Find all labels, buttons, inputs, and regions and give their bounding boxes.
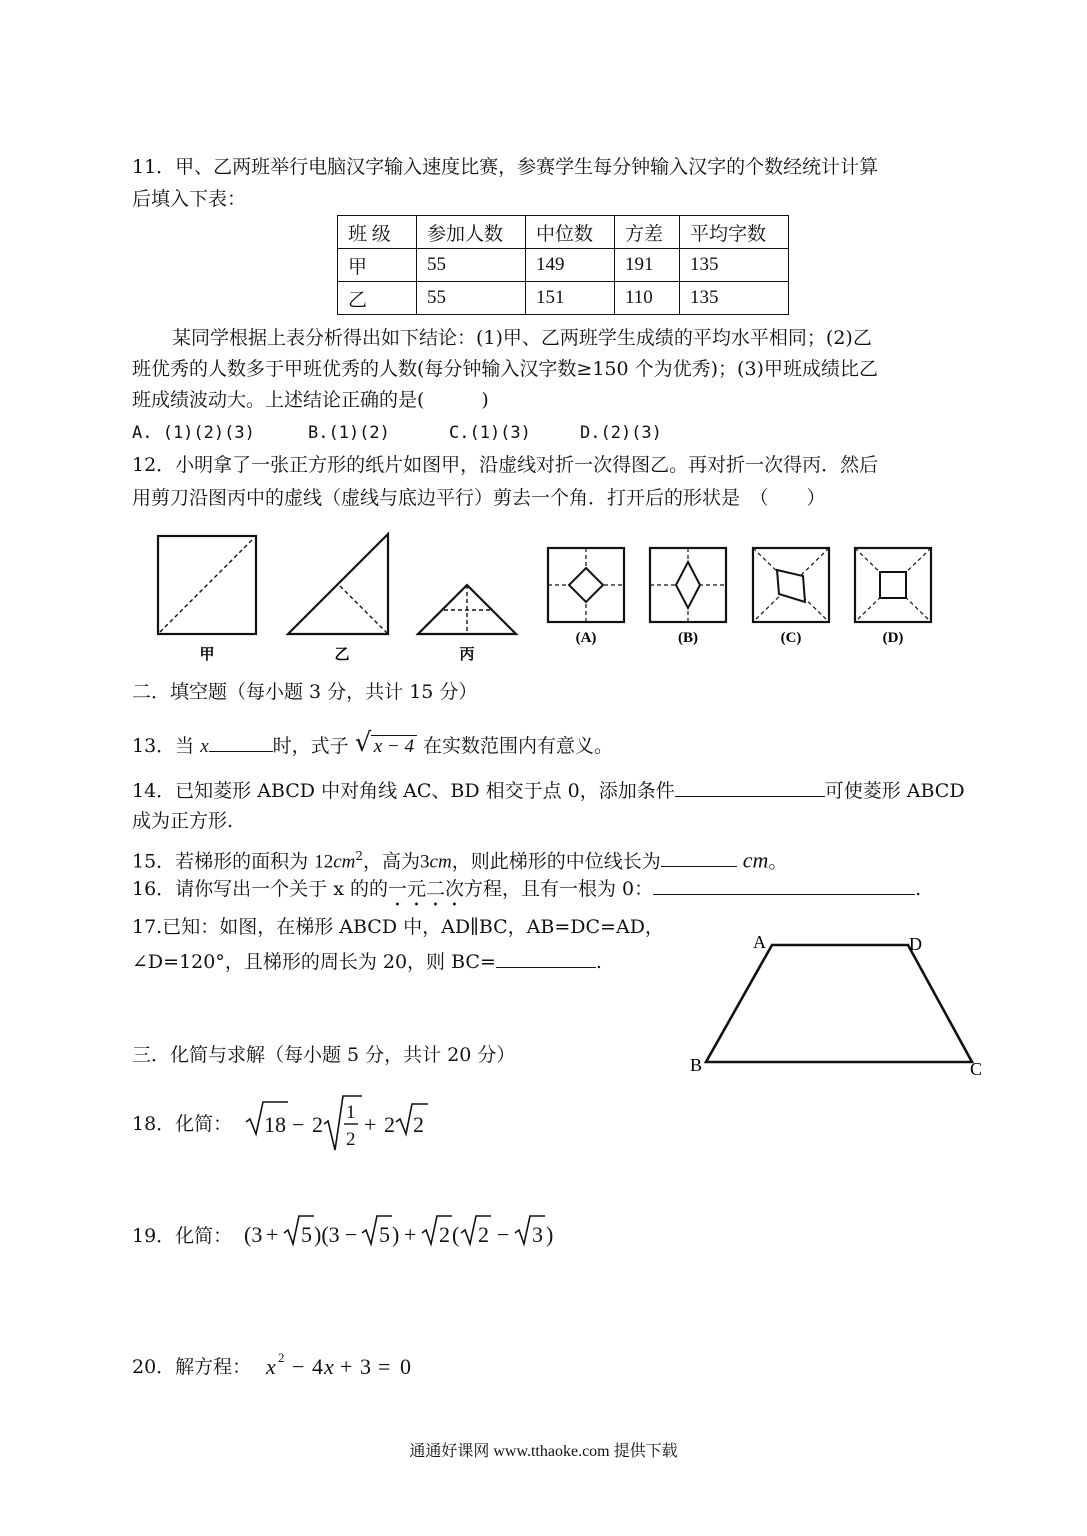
svg-text:(3: (3 [244,1222,263,1247]
svg-text:0: 0 [400,1354,411,1379]
paper-folding-figures [150,528,950,668]
q17-blank [496,947,596,968]
figure-caption: (B) [678,630,698,646]
q19-expression [244,1212,574,1256]
vertex-label-c: C [970,1059,983,1079]
q20-label: 20．解方程： [132,1356,252,1378]
svg-text:−: − [345,1222,358,1247]
q11-para3: 班成绩波动大。上述结论正确的是( ) [132,389,489,411]
figure-caption: 乙 [334,647,350,663]
vertex-label-d: D [909,934,922,954]
q13-radicand: x − 4 [371,735,417,757]
section-3-heading: 三．化简与求解（每小题 5 分，共计 20 分） [132,1044,516,1066]
q12-line1: 12．小明拿了一张正方形的纸片如图甲，沿虚线对折一次得图乙。再对折一次得丙．然后 [132,454,879,476]
q15-unit-3: cm [742,847,769,873]
q13 [132,728,614,760]
q12-line2: 用剪刀沿图丙中的虚线（虚线与底边平行）剪去一个角．打开后的形状是 （ ） [132,487,826,509]
table-cell: 110 [615,282,680,315]
q11-line2: 后填入下表： [132,188,247,210]
table-cell: 55 [417,282,526,315]
svg-text:1: 1 [346,1102,356,1123]
q15-text-c: ，则此梯形的中位线长为 [451,850,661,873]
q16-blank [653,874,915,895]
svg-text:+: + [404,1222,417,1247]
q16-text-b: 方程，且有一根为 0： [464,878,654,900]
q15-unit: cm [333,851,356,873]
trapezoid-shape [706,945,972,1062]
table-cell: 135 [680,249,789,282]
svg-text:2: 2 [278,1350,285,1365]
vertex-label-b: B [690,1055,703,1075]
table-cell: 55 [417,249,526,282]
q16-end: . [915,878,922,900]
option-a-hole [569,568,603,602]
svg-text:18: 18 [264,1112,286,1137]
svg-text:−: − [292,1354,305,1379]
svg-text:=: = [378,1354,391,1379]
svg-text:+: + [266,1222,279,1247]
q15-height: 3 [420,851,430,873]
q14-line2: 成为正方形. [132,810,234,832]
svg-text:2: 2 [346,1129,356,1150]
q17-end: . [595,951,602,973]
svg-text:−: − [497,1222,510,1247]
q17-line1: 17.已知：如图，在梯形 ABCD 中，AD∥BC，AB=DC=AD， [132,916,664,938]
q14-text-a: 14．已知菱形 ABCD 中对角线 AC、BD 相交于点 0，添加条件 [132,780,675,802]
svg-text:−: − [292,1112,305,1137]
figure-caption: 甲 [199,647,215,663]
q13-variable: x [200,736,209,757]
svg-text:4: 4 [312,1354,323,1379]
q16-emphasis: 一元二次 [387,878,464,900]
q16-text-a: 16．请你写出一个关于 x 的的 [132,878,388,900]
table-header: 中位数 [526,216,615,249]
q11-line1: 11．甲、乙两班举行电脑汉字输入速度比赛，参赛学生每分钟输入汉字的个数经统计计算 [132,156,879,178]
q17-text: ∠D=120°，且梯形的周长为 20，则 BC= [132,951,496,973]
section-2-heading: 二．填空题（每小题 3 分，共计 15 分） [132,681,478,703]
svg-text:5: 5 [301,1222,312,1247]
table-header-row [338,216,789,249]
q15-blank [661,846,737,867]
svg-text:2: 2 [478,1222,489,1247]
table-cell: 甲 [338,249,417,282]
q15-text-a: 15．若梯形的面积为 [132,850,309,873]
trapezoid-figure [680,928,1000,1088]
table-header: 方差 [615,216,680,249]
q13-sqrt: √ x − 4 [355,733,417,760]
q13-blank [209,731,273,752]
svg-text:2: 2 [384,1112,395,1137]
figure-caption: (A) [575,630,597,646]
table-cell: 135 [680,282,789,315]
folded-triangle [288,534,388,634]
table-header: 参加人数 [417,216,526,249]
table-row [338,282,789,315]
svg-text:5: 5 [379,1222,390,1247]
table-row [338,249,789,282]
figure-caption: 丙 [459,647,475,663]
table-cell: 149 [526,249,615,282]
svg-text:2: 2 [439,1222,450,1247]
option-c-hole [777,570,805,602]
q16 [132,874,921,911]
svg-text:3: 3 [532,1222,543,1247]
q18-expression [244,1092,434,1156]
q15-text-b: ，高为 [363,850,421,873]
q15-unit-2: cm [429,851,452,873]
svg-text:(: ( [452,1222,460,1247]
stats-table [337,215,789,315]
table-cell: 191 [615,249,680,282]
q14-text-b: 可使菱形 ABCD [824,780,965,802]
svg-text:)(3: )(3 [314,1222,340,1247]
svg-text:2: 2 [413,1112,424,1137]
svg-text:x: x [266,1354,276,1379]
q11-option-d: D.(2)(3) [580,423,662,443]
svg-text:): ) [546,1222,554,1247]
svg-text:+: + [340,1354,353,1379]
q18-label: 18．化简： [132,1113,233,1135]
option-d-hole [880,572,906,598]
diagonal-fold-line [160,538,254,632]
table-cell: 151 [526,282,615,315]
q14-line1 [132,776,965,804]
q11-option-a: A. (1)(2)(3) [132,423,255,443]
vertex-label-a: A [753,932,766,952]
svg-text:3: 3 [360,1354,371,1379]
triangle-fold-line [340,586,388,634]
svg-text:): ) [392,1222,400,1247]
footer-credit: 通通好课网 www.tthaoke.com 提供下载 [409,1443,678,1460]
q11-para1: 某同学根据上表分析得出如下结论：(1)甲、乙两班学生成绩的平均水平相同；(2)乙 [172,327,872,349]
q13-text-b: 时，式子 [272,735,349,757]
q14-blank [675,776,825,797]
svg-text:2: 2 [312,1112,323,1137]
q11-para2: 班优秀的人数多于甲班优秀的人数(每分钟输入汉字数≥150 个为优秀)；(3)甲班成绩比乙 [132,358,878,380]
figure-caption: (D) [882,630,904,646]
svg-text:x: x [324,1354,334,1379]
figure-caption: (C) [780,630,802,646]
table-header: 班 级 [338,216,417,249]
q15-area: 12 [314,851,334,873]
q15 [132,843,787,875]
q13-text-c: 在实数范围内有意义。 [423,735,614,757]
q20-equation [266,1346,426,1382]
q19-label: 19．化简： [132,1225,233,1247]
table-header: 平均字数 [680,216,789,249]
q17-line2 [132,947,602,975]
q11-option-b: B.(1)(2) [308,423,390,443]
svg-text:+: + [364,1112,377,1137]
option-b-hole [676,562,700,608]
q15-text-d: 。 [768,850,788,873]
table-cell: 乙 [338,282,417,315]
q11-option-c: C.(1)(3) [449,423,531,443]
q15-exponent: 2 [355,849,364,863]
q13-text-a: 13．当 [132,735,195,757]
